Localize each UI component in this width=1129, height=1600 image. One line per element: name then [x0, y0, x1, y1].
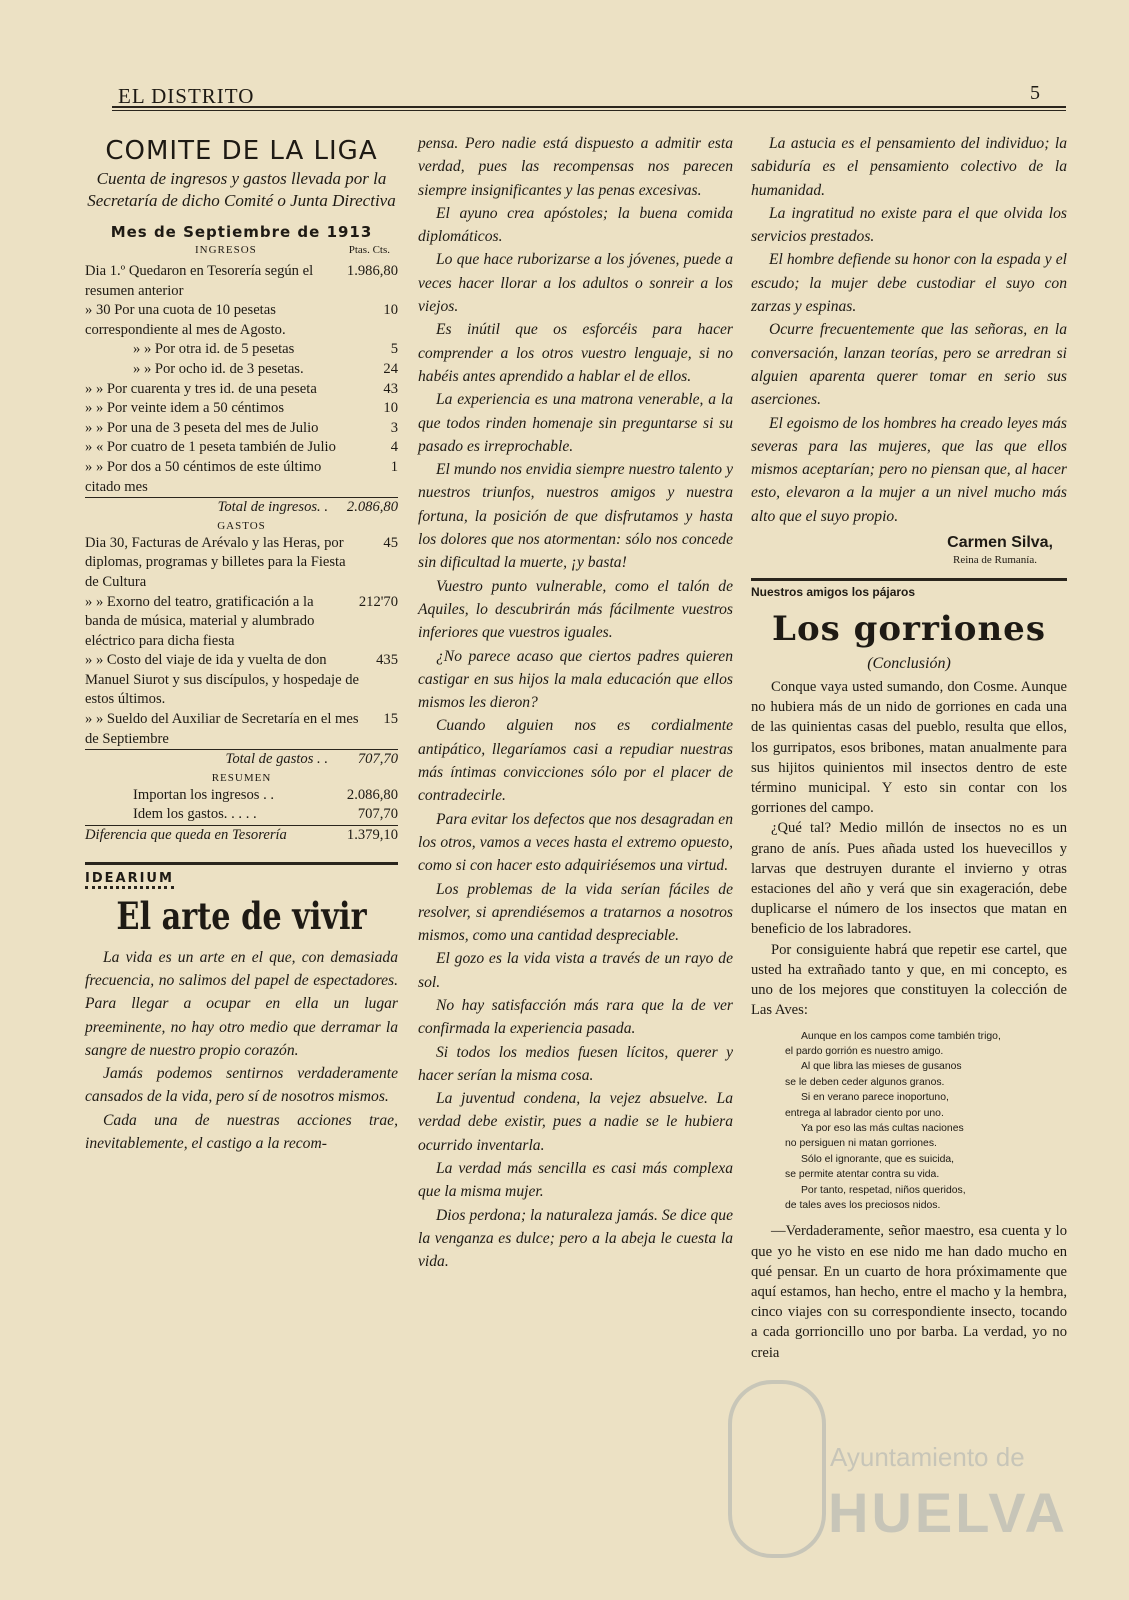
paragraph: El mundo nos envidia siempre nuestro talento y nuestros triunfos, nuestros amigos y nuestra fortuna, la posición de que disfrutamos y hasta los dolores que nos atormentan: sólo nos concede sin dificultad la muerte, ¡y basta! — [418, 461, 733, 572]
poem-line: se permite atentar contra su vida. — [785, 1169, 940, 1181]
paragraph: ¿No parece acaso que ciertos padres quieren castigar en sus hijos la mala educación que ellos mismos les dieron? — [418, 647, 733, 712]
section-label: IDEARIUM — [85, 862, 398, 886]
column-2 — [418, 132, 733, 1274]
list-item: Idem los gastos. . . . . 707,70 — [133, 806, 398, 823]
gastos-label: GASTOS — [217, 519, 266, 532]
poem-line: no persiguen ni matan gorriones. — [785, 1138, 937, 1150]
paragraph: Jamás podemos sentirnos verdaderamente cansados de la vida, pero sí de nosotros mismos. — [85, 1065, 398, 1106]
list-item: » » Sueldo del Auxiliar de Secretaría en el mes de Septiembre 15 — [85, 711, 398, 747]
poem-line: Sólo el ignorante, que es suicida, — [801, 1153, 955, 1165]
paragraph: No hay satisfacción más rara que la de ver confirmada la experiencia pasada. — [418, 996, 733, 1038]
newspaper-title: EL DISTRITO — [118, 84, 255, 108]
list-item: Dia 30, Facturas de Arévalo y las Heras, por diplomas, programas y billetes para la Fiesta de Cultura 45 — [85, 534, 398, 590]
paragraph: —Verdaderamente, señor maestro, esa cuenta y lo que yo he visto en ese nido me han dado mucho en qué pensar. En un cuarto de hora próximamente que aquí estamos, han hecho, entre el macho y la hembra, cinco viajes con su correspondiente insecto, tocando a cada gorrioncillo uno por barba. La verdad, yo no creia — [751, 1223, 1067, 1361]
poem-line: Al que libra las mieses de gusanos — [801, 1061, 962, 1073]
paragraph: Los problemas de la vida serían fáciles de resolver, si aprendiésemos a tratarnos a nosotros mismos, como una cantidad despreciable. — [418, 880, 733, 945]
article-body-continued — [751, 1221, 1067, 1362]
paragraph: Para evitar los defectos que nos desagradan en los otros, vamos a veces hasta el extremo opuesto, como si con hacer esto adquiriésemos una virtud. — [418, 810, 733, 875]
paragraph: La experiencia es una matrona venerable, a la que todos rinden homenaje sin preguntarse si su pasado es irreprochable. — [418, 391, 733, 455]
list-item: Dia 1.º Quedaron en Tesorería según el resumen anterior 1.986,80 — [85, 263, 398, 299]
ingresos-list — [85, 262, 398, 846]
poem-line: entrega al labrador ciento por uno. — [785, 1107, 944, 1119]
list-item: » » Por veinte idem a 50 céntimos 10 — [85, 400, 398, 417]
author-name: Carmen Silva, — [947, 534, 1053, 552]
list-item: » » Por cuarenta y tres id. de una peseta 43 — [85, 380, 398, 397]
month-heading: Mes de Septiembre de 1913 — [110, 223, 373, 241]
watermark-line-1: Ayuntamiento de — [830, 1442, 1025, 1472]
diferencia-row: Diferencia que queda en Tesorería 1.379,10 — [85, 825, 398, 846]
poem-line: Por tanto, respetad, niños queridos, — [801, 1184, 966, 1196]
ingresos-label: INGRESOS — [195, 244, 257, 256]
page-number: 5 — [1030, 82, 1040, 104]
article-body — [751, 677, 1067, 1020]
list-item: » » Costo del viaje de ida y vuelta de don Manuel Siurot y sus discípulos, y hospedaje de estos últimos. 435 — [85, 652, 398, 708]
paragraph: Es inútil que os esforcéis para hacer comprender a los otros vuestro lenguaje, si no habéis antes aprendido a hablar el de ellos. — [418, 321, 733, 385]
comite-subtitle: Cuenta de ingresos y gastos llevada por la Secretaría de dicho Comité o Junta Directiva — [87, 169, 396, 210]
paragraph: La astucia es el pensamiento del individuo; la sabiduría es el pensamiento colectivo de la humanidad. — [751, 135, 1067, 199]
paragraph: ¿Qué tal? Medio millón de insectos no es un grano de anís. Pues añada usted los huevecillos y larvas que destruyen durante el invierno y otras estaciones del año y verá que sin exageración, debe duplicarse el número de los insectos que matan en beneficio de los labradores. — [751, 820, 1067, 938]
paragraph: La vida es un arte en el que, con demasiada frecuencia, no salimos del papel de espectadores. Para llegar a ocupar en ella un lugar preeminente, no hay otro medio que derramar la sangre de nuestro propio corazón. — [85, 948, 398, 1059]
resumen-label: RESUMEN — [211, 771, 272, 784]
header-rule — [112, 106, 1066, 111]
poem — [785, 1029, 1067, 1214]
maxims-body — [751, 132, 1067, 528]
poem-line: Ya por eso las más cultas naciones — [801, 1122, 964, 1134]
article-title: El arte de vivir — [116, 893, 367, 938]
archive-watermark — [720, 1360, 1068, 1560]
watermark-line-2: HUELVA — [828, 1481, 1068, 1544]
paragraph: Cuando alguien nos es cordialmente antipático, llegaríamos casi a repudiar nuestras más íntimas convicciones sólo por el placer de contradecirle. — [418, 717, 733, 805]
comite-title: COMITE DE LA LIGA — [105, 136, 378, 166]
article-subtitle: (Conclusión) — [867, 655, 951, 673]
list-item: » » Por otra id. de 5 pesetas 5 — [133, 341, 398, 358]
poem-line: se le deben ceder algunos granos. — [785, 1076, 945, 1088]
seal-icon — [728, 1380, 826, 1558]
paragraph: Cada una de nuestras acciones trae, inevitablemente, el castigo a la recom- — [85, 1111, 398, 1152]
list-item: Importan los ingresos . . 2.086,80 — [133, 786, 398, 803]
poem-line: Aunque en los campos come también trigo, — [801, 1030, 1001, 1042]
author-title: Reina de Rumanía. — [952, 554, 1037, 567]
poem-line: el pardo gorrión es nuestro amigo. — [785, 1045, 944, 1057]
paragraph: pensa. Pero nadie está dispuesto a admitir esta verdad, pues las recompensas nos parecen siempre insignificantes y las penas excesivas. — [418, 135, 733, 199]
paragraph: Ocurre frecuentemente que las señoras, en la conversación, lanzan teorías, pero se arredran si alguien aparenta querer tomar en serio sus aserciones. — [751, 321, 1067, 409]
list-item: » » Por ocho id. de 3 pesetas. 24 — [133, 360, 398, 377]
section-label: Nuestros amigos los pájaros — [751, 578, 1067, 599]
paragraph: Vuestro punto vulnerable, como el talón de Aquiles, lo descubrirán más fácilmente vuestros inferiores que vuestros iguales. — [418, 577, 733, 642]
paragraph: La verdad más sencilla es casi más complexa que la misma mujer. — [418, 1160, 733, 1201]
paragraph: Dios perdona; la naturaleza jamás. Se dice que la venganza es dulce; pero a la abeja le cuesta la vida. — [418, 1206, 733, 1271]
paragraph: El gozo es la vida vista a través de un rayo de sol. — [418, 950, 733, 991]
paragraph: El egoismo de los hombres ha creado leyes más severas para las mujeres, que las que ellos mismos aceptarían; pero no piensan que, al hacer esto, elevaron a la mujer a un nivel mucho más alto que el suyo propio. — [751, 414, 1067, 525]
list-item: » » Exorno del teatro, gratificación a la banda de música, material y alumbrado eléctrico para dicha fiesta 212'70 — [85, 593, 398, 649]
paragraph: El hombre defiende su honor con la espada y el escudo; la mujer debe custodiar el suyo con zarzas y espinas. — [751, 251, 1067, 316]
total-gastos: Total de gastos . . 707,70 — [85, 749, 398, 770]
list-item: » 30 Por una cuota de 10 pesetas correspondiente al mes de Agosto. 10 — [85, 302, 398, 338]
column-1 — [85, 132, 398, 1155]
article-body — [418, 132, 733, 1274]
ingresos-header — [85, 244, 398, 262]
paragraph: Por consiguiente habrá que repetir ese cartel, que usted ha extrañado tanto y que, en mi concepto, es uno de los mejores que constituyen la colección de Las Aves: — [751, 941, 1067, 1019]
list-item: » » Por dos a 50 céntimos de este último citado mes 1 — [85, 458, 398, 495]
currency-label: Ptas. Cts. — [348, 244, 390, 256]
poem-line: Si en verano parece inoportuno, — [801, 1092, 949, 1104]
paragraph: Lo que hace ruborizarse a los jóvenes, puede a veces hacer llorar a los adultos o sonreir a los viejos. — [418, 251, 733, 316]
total-ingresos: Total de ingresos. . 2.086,80 — [85, 497, 398, 518]
list-item: » » Por una de 3 peseta del mes de Julio 3 — [85, 419, 398, 436]
article-body — [85, 946, 398, 1156]
column-3 — [751, 132, 1067, 1363]
paragraph: Si todos los medios fuesen lícitos, querer y hacer serían la misma cosa. — [418, 1043, 733, 1084]
poem-line: de tales aves los preciosos nidos. — [785, 1199, 941, 1211]
list-item: » « Por cuatro de 1 peseta también de Julio 4 — [85, 439, 398, 456]
paragraph: Conque vaya usted sumando, don Cosme. Aunque no hubiera más de un nido de gorriones en cada una de las quinientas casas del pueblo, resulta que ellos, los gurripatos, esos bribones, matan anualmente para sus hijitos quinientos mil insectos dentro de este término municipal. Y esto sin contar con los gorriones del campo. — [751, 679, 1067, 817]
article-title: Los gorriones — [772, 609, 1046, 650]
paragraph: El ayuno crea apóstoles; la buena comida diplomáticos. — [418, 204, 733, 246]
paragraph: La ingratitud no existe para el que olvida los servicios prestados. — [751, 204, 1067, 246]
paragraph: La juventud condena, la vejez absuelve. La verdad debe existir, pues a nadie se le hubiera ocurrido inventarla. — [418, 1090, 733, 1154]
